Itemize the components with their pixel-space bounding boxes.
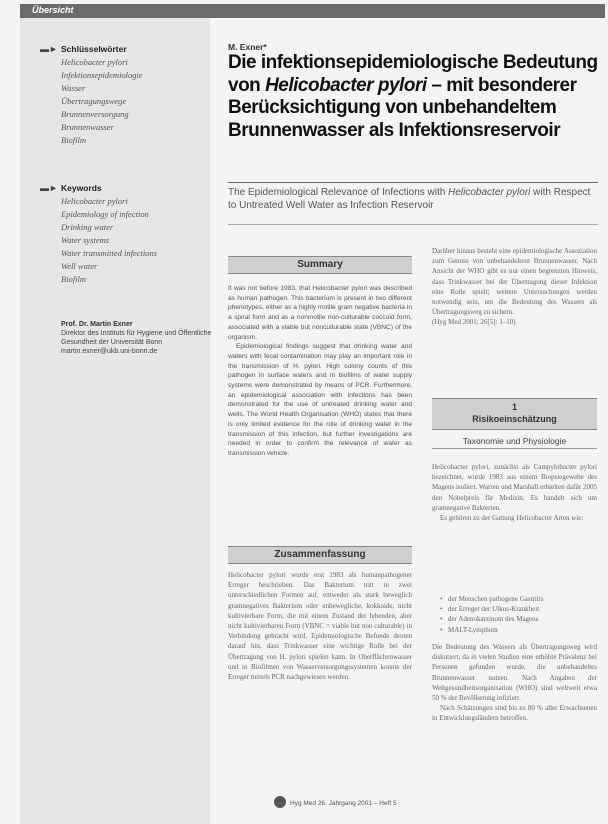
author-info bbox=[61, 320, 221, 356]
summary-paragraph: It was not before 1983, that Helicobacter pylori was described as human pathogen. This bacterium is present in two different phenotypes, either as a highly motile gram negative bacteria in a spiral form and as a nonmotile non-culturable coccoid form, associated with a viable but nonculturable state (VBNC) of the organism. bbox=[228, 285, 412, 341]
bullet-item: • der Erreger der Ulkus-Krankheit bbox=[440, 604, 600, 614]
keywords-en-heading: Keywords bbox=[61, 183, 102, 193]
author-affiliation: Direktor des Instituts für Hygiene und Öffentliche Gesundheit der Universität Bonn martin.exner@ukb.uni-bonn.de bbox=[61, 330, 212, 355]
section-paragraph: Die Bedeutung des Wassers als Übertragungsweg wird diskutiert, da in vielen Studien eine erhöhte Prävalenz bei Personen gefunden wurde, die unbehandeltes Brunnenwasser nutzen. Nach Angaben der Weltgesundheitsorganisation (WHO) sind weltweit etwa 50 % der Bevölkerung infiziert. bbox=[432, 643, 597, 703]
keyword-de-item: Helicobacter pylori bbox=[61, 57, 128, 67]
keywords-de-list bbox=[61, 56, 143, 147]
summary-paragraph: Epidemiological findings suggest that drinking water and waters with fecal contamination may play an important role in the transmission of H. pylori. High colony counts of this pathogen in surface waters and in biofilms of water supply systems were demonstrated by means of PCR. Furthermore, an epidemiological association with infections has been demonstrated for the use of untreated drinking water and wells. The World Health Organisation (WHO) states that there is only limited evidence for the role of drinking water in the transmission of this infection, but further investigations are needed in order to confirm the relevance of water as transmission vehicle. bbox=[228, 343, 412, 457]
subsection-heading: Taxonomie und Physiologie bbox=[432, 436, 597, 449]
intro-paragraph: Darüber hinaus besteht eine epidemiologische Assoziation zum Genuss von unbehandeltem Brunnenwasser. Nach Ansicht der WHO gibt es nur einen begrenzten Hinweis, dass Trinkwasser bei der Übertragung dieser Infektion eine Rolle spielt; weitere Untersuchungen werden notwendig sein, um die Bedeutung des Wassers als Übertragungsweg zu sichern. bbox=[432, 247, 597, 317]
arrow-icon: ▬► bbox=[40, 183, 58, 193]
keyword-de-item: Brunnenwasser bbox=[61, 122, 114, 132]
section-text-continued bbox=[432, 642, 597, 724]
author-name: Prof. Dr. Martin Exner bbox=[61, 321, 133, 328]
header-label: Übersicht bbox=[32, 5, 74, 15]
article-subtitle: The Epidemiological Relevance of Infections with Helicobacter pylori with Respect to Untreated Well Water as Infection Reservoir bbox=[228, 187, 591, 211]
section-paragraph: Nach Schätzungen sind bis zu 80 % aller Erwachsenen in Entwicklungsländern betroffen. bbox=[432, 704, 597, 723]
article-main bbox=[222, 0, 602, 824]
article-title: Die infektionsepidemiologische Bedeutung von Helicobacter pylori – mit besonderer Berücksichtigung von unbehandeltem Brunnenwasser als Infektionsreservoir bbox=[228, 52, 598, 141]
keyword-en-item: Well water bbox=[61, 261, 98, 271]
section-heading bbox=[432, 398, 597, 430]
keywords-de-heading: Schlüsselwörter bbox=[61, 44, 127, 54]
summary-text bbox=[228, 284, 412, 459]
bullet-item: • MALT-Lymphom bbox=[440, 625, 600, 635]
keyword-de-item: Übertragungswege bbox=[61, 96, 127, 106]
keyword-de-item: Wasser bbox=[61, 83, 86, 93]
keyword-en-item: Drinking water bbox=[61, 222, 114, 232]
article-author: M. Exner* bbox=[228, 42, 267, 52]
journal-logo-icon bbox=[274, 796, 286, 808]
section-number: 1 bbox=[511, 402, 517, 412]
section-paragraph: Es gehören zu der Gattung Helicobacter Arten wie: bbox=[440, 514, 584, 523]
keyword-de-item: Infektionsepidemiologie bbox=[61, 70, 143, 80]
keyword-en-item: Water transmitted infections bbox=[61, 248, 158, 258]
section-text bbox=[432, 462, 597, 523]
summary-heading: Summary bbox=[228, 256, 412, 274]
sidebar bbox=[20, 18, 210, 824]
zusammenfassung-paragraph: Helicobacter pylori wurde erst 1983 als humanpathogener Erreger beschrieben. Das Bakterium tritt in zwei unterschiedlichen Formen auf, entweder als stark beweglich gramnegatives Bakterium oder unbewegliche, kokkoide, nicht kultivierbare Form, die mit einem Zustand der lebenden, aber nicht kultivierbaren Form (VBNC = viable but non culturable) in Verbindung gebracht wird. Epidemiologische Befunde deuten darauf hin, dass Trinkwasser eine wichtige Rolle bei der Übertragung von H. pylori spielen kann. In Oberflächenwasser und in Biofilmen von Wasserversorgungssystemen konnte der Erreger mittels PCR nachgewiesen werden. bbox=[228, 571, 412, 682]
section-title: Risikoeinschätzung bbox=[472, 414, 557, 424]
page-footer: Hyg Med 26. Jahrgang 2001 – Heft 5 bbox=[290, 800, 397, 807]
keyword-de-item: Brunnenversorgung bbox=[61, 109, 129, 119]
bullet-list bbox=[440, 594, 600, 635]
divider bbox=[228, 224, 598, 225]
bullet-item: • der Adenokarzinom des Magens bbox=[440, 614, 600, 624]
keyword-en-item: Water systems bbox=[61, 235, 110, 245]
intro-text bbox=[432, 246, 597, 328]
keyword-en-item: Helicobacter pylori bbox=[61, 196, 128, 206]
keyword-en-item: Epidemiology of infection bbox=[61, 209, 149, 219]
zusammenfassung-heading: Zusammenfassung bbox=[228, 546, 412, 564]
zusammenfassung-text bbox=[228, 570, 412, 682]
section-paragraph: Helicobacter pylori, zunächst als Campylobacter pylori bezeichnet, wurde 1983 aus einem Biopsiegewebe des Magens isoliert. Warren und Marshall erhielten dafür 2005 den Nobelpreis für Medizin. Es handelt sich um gramnegative Bakterien. bbox=[432, 463, 597, 512]
citation: (Hyg Med 2001; 26[5]: 1–10) bbox=[432, 318, 516, 327]
arrow-icon: ▬► bbox=[40, 44, 58, 54]
bullet-item: • der Menschen pathogene Gastritis bbox=[440, 594, 600, 604]
keywords-en-list bbox=[61, 195, 157, 286]
keyword-en-item: Biofilm bbox=[61, 274, 87, 284]
divider bbox=[228, 182, 598, 183]
keyword-de-item: Biofilm bbox=[61, 135, 87, 145]
